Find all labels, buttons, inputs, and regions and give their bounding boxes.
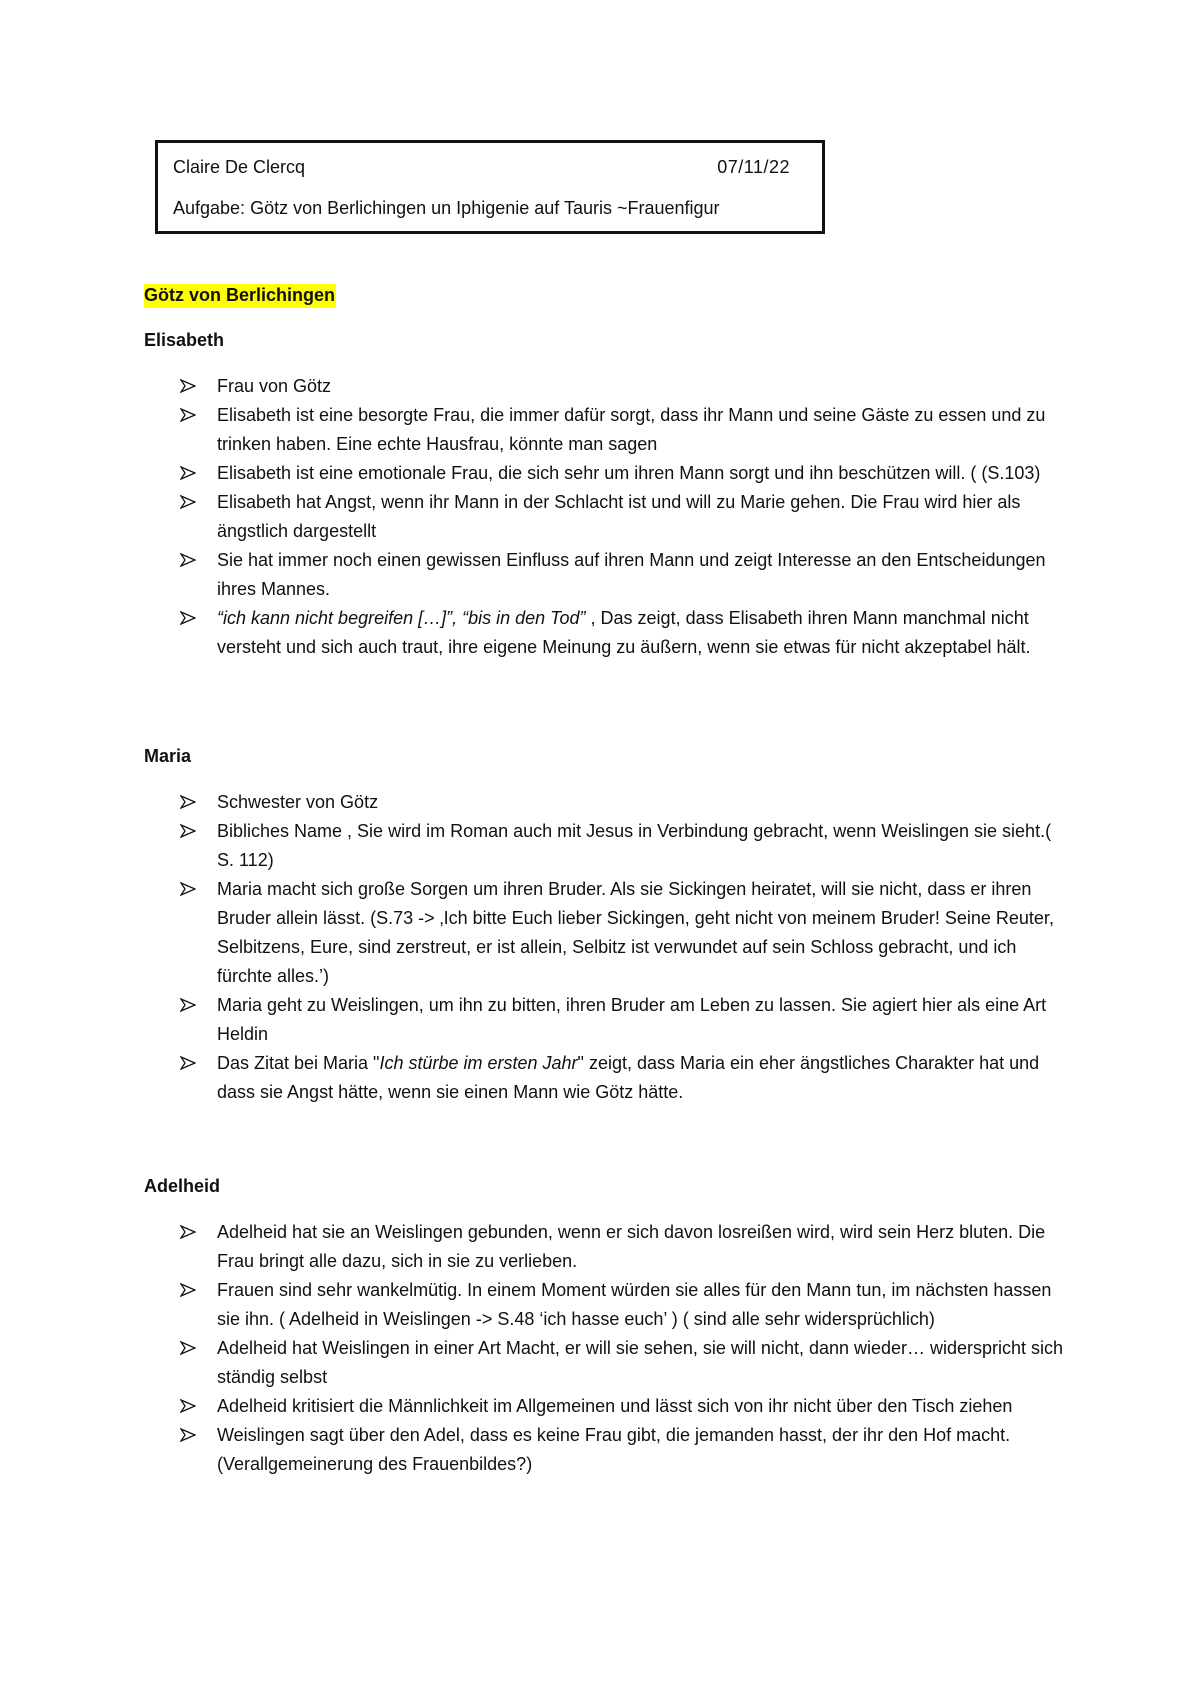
list-item bbox=[180, 1218, 1070, 1276]
list-item-text: Das Zitat bei Maria " bbox=[217, 1053, 380, 1073]
list-item-text: Weislingen sagt über den Adel, dass es keine Frau gibt, die jemanden hasst, der ihr den Hof macht. (Verallgemeinerung des Frauenbildes?) bbox=[217, 1425, 1011, 1474]
list-item-text: Maria macht sich große Sorgen um ihren Bruder. Als sie Sickingen heiratet, will sie nicht, dass er ihren Bruder allein lässt. (S.73 -> ‚Ich bitte Euch lieber Sickingen, geht nicht von meinem Bruder! Seine Reuter, Selbitzens, Eure, sind zerstreut, er ist allein, Selbitz ist verwundet auf sein Schloss gebracht, und ich fürchte alles.’) bbox=[217, 879, 1054, 986]
list-item bbox=[180, 1421, 1070, 1479]
author-name: Claire De Clercq bbox=[173, 157, 306, 177]
list-item bbox=[180, 875, 1070, 991]
list-item-text: Elisabeth hat Angst, wenn ihr Mann in der Schlacht ist und will zu Marie gehen. Die Frau wird hier als ängstlich dargestellt bbox=[217, 492, 1021, 541]
arrowhead-bullet-icon bbox=[180, 379, 196, 393]
maria-list bbox=[180, 788, 1070, 1107]
arrowhead-bullet-icon bbox=[180, 1283, 196, 1297]
list-item bbox=[180, 459, 1070, 488]
list-item-text: Elisabeth ist eine emotionale Frau, die sich sehr um ihren Mann sorgt und ihn beschützen will. ( (S.103) bbox=[217, 463, 1041, 483]
section-title: Götz von Berlichingen bbox=[144, 284, 336, 308]
list-item bbox=[180, 1392, 1070, 1421]
list-item-text: Adelheid hat Weislingen in einer Art Macht, er will sie sehen, sie will nicht, dann wieder… widerspricht sich ständig selbst bbox=[217, 1338, 1064, 1387]
list-item bbox=[180, 817, 1070, 875]
list-item bbox=[180, 991, 1070, 1049]
arrowhead-bullet-icon bbox=[180, 1056, 196, 1070]
heading-adelheid: Adelheid bbox=[144, 1176, 221, 1196]
list-item-text: " zeigt, dass Maria ein eher ängstliches Charakter hat und dass sie Angst hätte, wenn sie einen Mann wie Götz hätte. bbox=[217, 1053, 1040, 1102]
arrowhead-bullet-icon bbox=[180, 1341, 196, 1355]
arrowhead-bullet-icon bbox=[180, 998, 196, 1012]
arrowhead-bullet-icon bbox=[180, 882, 196, 896]
arrowhead-bullet-icon bbox=[180, 1399, 196, 1413]
list-item-text: Frau von Götz bbox=[217, 376, 332, 396]
list-item bbox=[180, 401, 1070, 459]
arrowhead-bullet-icon bbox=[180, 824, 196, 838]
arrowhead-bullet-icon bbox=[180, 795, 196, 809]
list-item-text: , Das zeigt, dass Elisabeth ihren Mann manchmal nicht versteht und sich auch traut, ihre eigene Meinung zu äußern, wenn sie etwas für nicht akzeptabel hält. bbox=[217, 608, 1031, 657]
heading-maria: Maria bbox=[144, 746, 192, 766]
heading-elisabeth: Elisabeth bbox=[144, 330, 225, 350]
arrowhead-bullet-icon bbox=[180, 553, 196, 567]
list-item bbox=[180, 1276, 1070, 1334]
arrowhead-bullet-icon bbox=[180, 1428, 196, 1442]
arrowhead-bullet-icon bbox=[180, 495, 196, 509]
quote-text: Ich stürbe im ersten Jahr bbox=[379, 1053, 578, 1073]
arrowhead-bullet-icon bbox=[180, 611, 196, 625]
arrowhead-bullet-icon bbox=[180, 1225, 196, 1239]
list-item-text: Bibliches Name , Sie wird im Roman auch mit Jesus in Verbindung gebracht, wenn Weislingen sie sieht.( S. 112) bbox=[217, 821, 1052, 870]
list-item-text: Maria geht zu Weislingen, um ihn zu bitten, ihren Bruder am Leben zu lassen. Sie agiert hier als eine Art Heldin bbox=[217, 995, 1047, 1044]
document-date: 07/11/22 bbox=[717, 157, 790, 177]
task-title: Aufgabe: Götz von Berlichingen un Iphigenie auf Tauris ~Frauenfigur bbox=[173, 198, 720, 218]
list-item bbox=[180, 788, 1070, 817]
list-item-text: Schwester von Götz bbox=[217, 792, 379, 812]
list-item-text: Adelheid hat sie an Weislingen gebunden, wenn er sich davon losreißen wird, wird sein Herz bluten. Die Frau bringt alle dazu, sich in sie zu verlieben. bbox=[217, 1222, 1046, 1271]
list-item bbox=[180, 1049, 1070, 1107]
list-item bbox=[180, 488, 1070, 546]
elisabeth-list bbox=[180, 372, 1070, 662]
list-item-text: Adelheid kritisiert die Männlichkeit im Allgemeinen und lässt sich von ihr nicht über den Tisch ziehen bbox=[217, 1396, 1013, 1416]
header-box bbox=[155, 140, 825, 234]
list-item-text: Frauen sind sehr wankelmütig. In einem Moment würden sie alles für den Mann tun, im nächsten hassen sie ihn. ( Adelheid in Weislingen -> S.48 ‘ich hasse euch’ ) ( sind alle sehr widersprüchlich) bbox=[217, 1280, 1052, 1329]
list-item bbox=[180, 372, 1070, 401]
quote-text: “ich kann nicht begreifen […]”, “bis in den Tod” bbox=[217, 608, 586, 628]
list-item bbox=[180, 604, 1070, 662]
adelheid-list bbox=[180, 1218, 1070, 1479]
list-item-text: Elisabeth ist eine besorgte Frau, die immer dafür sorgt, dass ihr Mann und seine Gäste zu essen und zu trinken haben. Eine echte Hausfrau, könnte man sagen bbox=[217, 405, 1046, 454]
list-item bbox=[180, 546, 1070, 604]
arrowhead-bullet-icon bbox=[180, 408, 196, 422]
list-item-text: Sie hat immer noch einen gewissen Einfluss auf ihren Mann und zeigt Interesse an den Entscheidungen ihres Mannes. bbox=[217, 550, 1046, 599]
list-item bbox=[180, 1334, 1070, 1392]
arrowhead-bullet-icon bbox=[180, 466, 196, 480]
